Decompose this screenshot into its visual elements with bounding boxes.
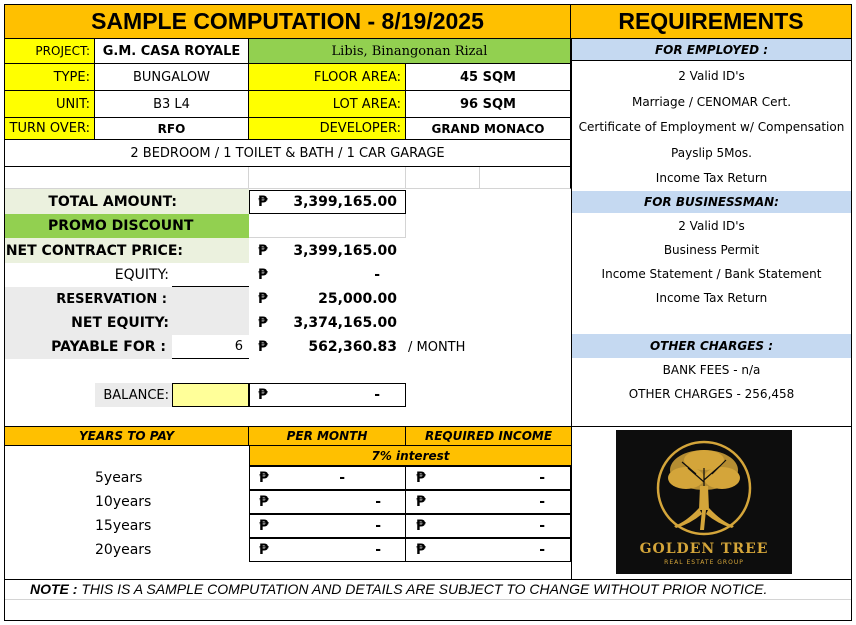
equity-label: EQUITY: xyxy=(114,267,169,283)
developer-value: GRAND MONACO xyxy=(406,118,571,140)
project-label: PROJECT: xyxy=(5,39,95,64)
page-title: SAMPLE COMPUTATION - 8/19/2025 xyxy=(5,5,571,39)
lot-area-value: 96 SQM xyxy=(406,91,571,118)
disclaimer-note xyxy=(30,579,850,599)
years-header: YEARS TO PAY xyxy=(5,426,249,446)
lot-area-label: LOT AREA: xyxy=(249,91,406,118)
grid-cell xyxy=(249,214,406,238)
payable-value: 562,360.83 xyxy=(308,339,397,355)
net-equity-label: NET EQUITY: xyxy=(5,311,249,335)
equity-value: - xyxy=(374,267,380,283)
turnover-value: RFO xyxy=(95,118,249,140)
net-contract-currency: ₱ xyxy=(258,242,268,259)
requirement-item: Income Tax Return xyxy=(655,170,768,185)
requirement-item: Business Permit xyxy=(663,243,760,257)
promo-discount-text: PROMO DISCOUNT xyxy=(48,218,194,234)
note-label: NOTE : xyxy=(30,581,78,597)
requirement-item: Certificate of Employment w/ Compensation xyxy=(578,119,845,134)
business-header: FOR BUSINESSMAN: xyxy=(572,191,851,213)
grid-cell xyxy=(480,167,571,189)
per-month-value: - xyxy=(375,494,381,510)
note-text: THIS IS A SAMPLE COMPUTATION AND DETAILS ARE SUBJECT TO CHANGE WITHOUT PRIOR NOTICE. xyxy=(77,581,768,597)
requirement-item: Income Tax Return xyxy=(655,291,768,305)
table-row xyxy=(5,514,571,538)
project-value: G.M. CASA ROYALE xyxy=(95,39,249,64)
reservation-value: 25,000.00 xyxy=(318,291,397,307)
income-value: - xyxy=(539,470,545,486)
years-cell: 20years xyxy=(95,542,152,558)
requirement-item: Income Statement / Bank Statement xyxy=(601,267,822,281)
requirement-item: Payslip 5Mos. xyxy=(671,145,752,160)
logo-tagline: REAL ESTATE GROUP xyxy=(664,558,744,566)
payable-months-input[interactable]: 6 xyxy=(172,335,249,359)
equity-input[interactable] xyxy=(172,263,249,287)
balance-label: BALANCE: xyxy=(95,383,172,407)
requirements-divider xyxy=(572,426,851,427)
grid-cell xyxy=(406,167,480,189)
total-amount-value: 3,399,165.00 xyxy=(293,194,397,210)
per-month-currency: ₱ xyxy=(259,470,269,486)
other-charges-header: OTHER CHARGES : xyxy=(572,334,851,358)
bottom-row-divider xyxy=(5,599,851,600)
per-month-value: - xyxy=(375,518,381,534)
net-equity-value: 3,374,165.00 xyxy=(293,315,397,331)
logo-name: GOLDEN TREE xyxy=(639,541,769,557)
requirements-title: REQUIREMENTS xyxy=(571,5,851,39)
per-month-value: - xyxy=(375,542,381,558)
project-location: Libis, Binangonan Rizal xyxy=(249,39,571,64)
income-value: - xyxy=(539,542,545,558)
table-row xyxy=(5,538,571,562)
total-amount-currency: ₱ xyxy=(258,194,268,210)
income-currency: ₱ xyxy=(416,494,426,510)
equity-currency: ₱ xyxy=(258,267,268,283)
per-month-currency: ₱ xyxy=(259,542,269,558)
employed-header: FOR EMPLOYED : xyxy=(572,39,851,61)
payable-currency: ₱ xyxy=(258,339,268,355)
requirement-item: BANK FEES - n/a xyxy=(662,363,761,377)
financing-rows xyxy=(5,466,571,562)
payable-label: PAYABLE FOR : xyxy=(5,335,172,359)
reservation-label: RESERVATION : xyxy=(5,287,249,311)
income-currency: ₱ xyxy=(416,542,426,558)
net-equity-currency: ₱ xyxy=(258,315,268,331)
type-value: BUNGALOW xyxy=(95,64,249,91)
unit-value: B3 L4 xyxy=(95,91,249,118)
balance-input[interactable] xyxy=(172,383,249,407)
per-month-header: PER MONTH xyxy=(249,426,406,446)
years-cell: 15years xyxy=(95,518,152,534)
requirement-item: 2 Valid ID's xyxy=(678,219,745,233)
floor-area-label: FLOOR AREA: xyxy=(249,64,406,91)
table-row xyxy=(5,466,571,490)
reservation-currency: ₱ xyxy=(258,291,268,307)
grid-cell xyxy=(5,167,249,189)
income-value: - xyxy=(539,494,545,510)
developer-label: DEVELOPER: xyxy=(249,118,406,140)
balance-currency: ₱ xyxy=(258,387,268,403)
income-currency: ₱ xyxy=(416,518,426,534)
total-amount-label: TOTAL AMOUNT: xyxy=(5,189,249,214)
golden-tree-logo xyxy=(616,430,792,574)
floor-area-value: 45 SQM xyxy=(406,64,571,91)
unit-label: UNIT: xyxy=(5,91,95,118)
years-cell: 5years xyxy=(95,470,143,486)
net-contract-label: NET CONTRACT PRICE: xyxy=(5,238,249,263)
requirement-item: Marriage / CENOMAR Cert. xyxy=(631,94,792,109)
grid-cell xyxy=(249,167,406,189)
per-month-currency: ₱ xyxy=(259,518,269,534)
income-currency: ₱ xyxy=(416,470,426,486)
table-row xyxy=(5,490,571,514)
years-cell: 10years xyxy=(95,494,152,510)
requirement-item: OTHER CHARGES - 256,458 xyxy=(628,387,795,401)
interest-rate: 7% interest xyxy=(249,446,571,466)
income-value: - xyxy=(539,518,545,534)
type-label: TYPE: xyxy=(5,64,95,91)
turnover-label: TURN OVER: xyxy=(5,118,95,140)
balance-value: - xyxy=(374,387,380,403)
promo-discount-label xyxy=(5,214,249,238)
per-month-currency: ₱ xyxy=(259,494,269,510)
unit-description: 2 BEDROOM / 1 TOILET & BATH / 1 CAR GARAGE xyxy=(5,140,571,167)
per-month-label: / MONTH xyxy=(408,339,466,355)
required-income-header: REQUIRED INCOME xyxy=(406,426,571,446)
requirement-item: 2 Valid ID's xyxy=(678,68,745,83)
per-month-value: - xyxy=(339,470,345,486)
net-contract-value: 3,399,165.00 xyxy=(293,242,397,259)
